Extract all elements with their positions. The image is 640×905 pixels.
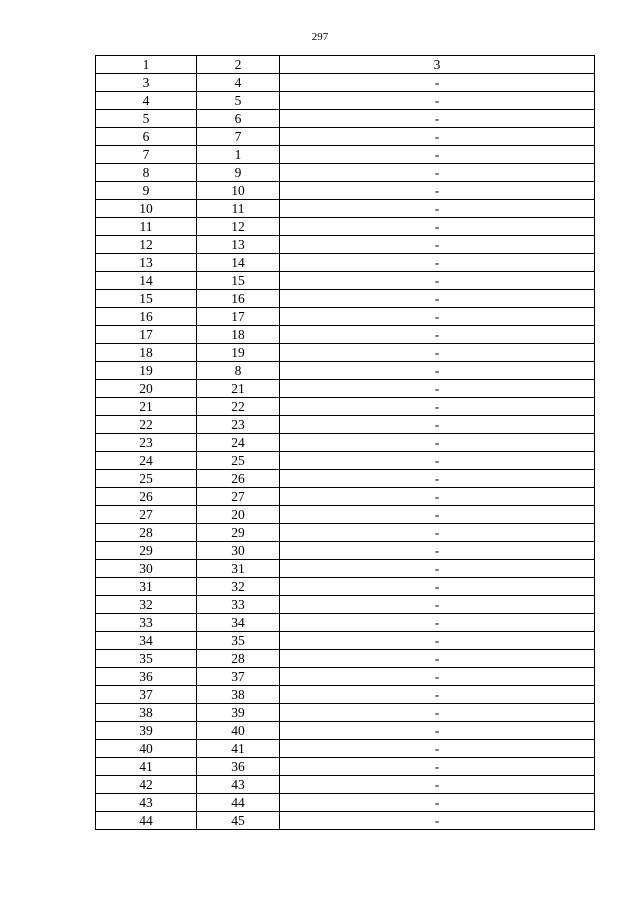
table-row <box>96 218 595 236</box>
table-row <box>96 236 595 254</box>
table-row <box>96 722 595 740</box>
table-row <box>96 794 595 812</box>
table-row <box>96 344 595 362</box>
table-cell-col-3: - <box>280 596 595 614</box>
table-cell-col-1: 12 <box>96 236 197 254</box>
table-cell-col-1: 25 <box>96 470 197 488</box>
table-cell-col-2: 10 <box>197 182 280 200</box>
table-row <box>96 272 595 290</box>
table-row <box>96 506 595 524</box>
table-cell-col-3: - <box>280 704 595 722</box>
table-cell-col-3: - <box>280 74 595 92</box>
table-cell-col-3: - <box>280 794 595 812</box>
table-cell-col-3: - <box>280 632 595 650</box>
table-cell-col-2: 31 <box>197 560 280 578</box>
table-cell-col-1: 4 <box>96 92 197 110</box>
table-row <box>96 290 595 308</box>
table-cell-col-2: 23 <box>197 416 280 434</box>
table-cell-col-2: 40 <box>197 722 280 740</box>
table-cell-col-3: - <box>280 344 595 362</box>
table-row <box>96 470 595 488</box>
table-row <box>96 488 595 506</box>
table-cell-col-2: 16 <box>197 290 280 308</box>
table-cell-col-2: 13 <box>197 236 280 254</box>
table-cell-col-2: 32 <box>197 578 280 596</box>
column-header-1: 1 <box>96 56 197 74</box>
table-cell-col-1: 20 <box>96 380 197 398</box>
table-cell-col-3: - <box>280 722 595 740</box>
table-cell-col-2: 1 <box>197 146 280 164</box>
table-cell-col-1: 33 <box>96 614 197 632</box>
table-cell-col-1: 39 <box>96 722 197 740</box>
table-cell-col-2: 19 <box>197 344 280 362</box>
column-header-2: 2 <box>197 56 280 74</box>
table-row <box>96 326 595 344</box>
table-cell-col-1: 7 <box>96 146 197 164</box>
table-cell-col-1: 29 <box>96 542 197 560</box>
table-cell-col-2: 21 <box>197 380 280 398</box>
table-cell-col-3: - <box>280 218 595 236</box>
table-cell-col-1: 21 <box>96 398 197 416</box>
table-cell-col-1: 26 <box>96 488 197 506</box>
table-cell-col-2: 18 <box>197 326 280 344</box>
table-cell-col-1: 22 <box>96 416 197 434</box>
table-cell-col-1: 35 <box>96 650 197 668</box>
table-cell-col-3: - <box>280 380 595 398</box>
table-cell-col-2: 36 <box>197 758 280 776</box>
table-cell-col-1: 15 <box>96 290 197 308</box>
table-cell-col-1: 41 <box>96 758 197 776</box>
table-row <box>96 308 595 326</box>
table-cell-col-2: 25 <box>197 452 280 470</box>
table-row <box>96 434 595 452</box>
table-cell-col-1: 18 <box>96 344 197 362</box>
table-cell-col-1: 36 <box>96 668 197 686</box>
table-cell-col-3: - <box>280 740 595 758</box>
table-row <box>96 632 595 650</box>
table-cell-col-3: - <box>280 326 595 344</box>
table-cell-col-3: - <box>280 128 595 146</box>
table-row <box>96 74 595 92</box>
table-cell-col-1: 40 <box>96 740 197 758</box>
table-cell-col-1: 34 <box>96 632 197 650</box>
table-row <box>96 542 595 560</box>
table-cell-col-2: 9 <box>197 164 280 182</box>
table-row <box>96 200 595 218</box>
table-cell-col-1: 14 <box>96 272 197 290</box>
table-cell-col-3: - <box>280 560 595 578</box>
table-cell-col-2: 20 <box>197 506 280 524</box>
table-cell-col-1: 3 <box>96 74 197 92</box>
table-row <box>96 704 595 722</box>
table-cell-col-2: 12 <box>197 218 280 236</box>
table-cell-col-3: - <box>280 92 595 110</box>
table-cell-col-2: 4 <box>197 74 280 92</box>
table-row <box>96 380 595 398</box>
table-cell-col-2: 35 <box>197 632 280 650</box>
table-row <box>96 614 595 632</box>
table-cell-col-1: 31 <box>96 578 197 596</box>
table-row <box>96 362 595 380</box>
table-cell-col-1: 11 <box>96 218 197 236</box>
table-cell-col-1: 24 <box>96 452 197 470</box>
table-cell-col-2: 38 <box>197 686 280 704</box>
table-cell-col-3: - <box>280 578 595 596</box>
table-cell-col-1: 19 <box>96 362 197 380</box>
table-cell-col-1: 42 <box>96 776 197 794</box>
table-cell-col-3: - <box>280 488 595 506</box>
table-cell-col-2: 27 <box>197 488 280 506</box>
table-cell-col-3: - <box>280 434 595 452</box>
table-cell-col-2: 14 <box>197 254 280 272</box>
table-cell-col-2: 30 <box>197 542 280 560</box>
table-cell-col-2: 45 <box>197 812 280 830</box>
table-cell-col-1: 5 <box>96 110 197 128</box>
table-cell-col-1: 10 <box>96 200 197 218</box>
table-cell-col-2: 37 <box>197 668 280 686</box>
table-row <box>96 452 595 470</box>
table-cell-col-1: 43 <box>96 794 197 812</box>
table-cell-col-2: 11 <box>197 200 280 218</box>
table-cell-col-3: - <box>280 110 595 128</box>
table-cell-col-2: 43 <box>197 776 280 794</box>
table-row <box>96 668 595 686</box>
data-table <box>95 55 595 830</box>
table-cell-col-1: 23 <box>96 434 197 452</box>
table-cell-col-1: 38 <box>96 704 197 722</box>
table-cell-col-1: 30 <box>96 560 197 578</box>
table-cell-col-3: - <box>280 542 595 560</box>
table-cell-col-3: - <box>280 686 595 704</box>
table-cell-col-2: 15 <box>197 272 280 290</box>
table-cell-col-3: - <box>280 290 595 308</box>
table-cell-col-3: - <box>280 362 595 380</box>
table-cell-col-2: 39 <box>197 704 280 722</box>
table-cell-col-1: 32 <box>96 596 197 614</box>
table-cell-col-3: - <box>280 164 595 182</box>
table-cell-col-3: - <box>280 812 595 830</box>
table-cell-col-2: 26 <box>197 470 280 488</box>
table-row <box>96 416 595 434</box>
table-cell-col-3: - <box>280 416 595 434</box>
table-row <box>96 110 595 128</box>
table-row <box>96 254 595 272</box>
table-cell-col-1: 9 <box>96 182 197 200</box>
table-cell-col-2: 29 <box>197 524 280 542</box>
table-cell-col-3: - <box>280 308 595 326</box>
table-cell-col-1: 27 <box>96 506 197 524</box>
table-cell-col-1: 13 <box>96 254 197 272</box>
table-cell-col-3: - <box>280 776 595 794</box>
table-cell-col-2: 41 <box>197 740 280 758</box>
table-cell-col-2: 7 <box>197 128 280 146</box>
table-cell-col-1: 17 <box>96 326 197 344</box>
table-row <box>96 146 595 164</box>
table-cell-col-2: 33 <box>197 596 280 614</box>
table-row <box>96 398 595 416</box>
table-cell-col-1: 6 <box>96 128 197 146</box>
table-cell-col-2: 8 <box>197 362 280 380</box>
table-row <box>96 686 595 704</box>
table-cell-col-1: 8 <box>96 164 197 182</box>
table-row <box>96 182 595 200</box>
table-cell-col-3: - <box>280 398 595 416</box>
table-cell-col-2: 24 <box>197 434 280 452</box>
table-cell-col-3: - <box>280 668 595 686</box>
table-cell-col-3: - <box>280 272 595 290</box>
table-row <box>96 578 595 596</box>
table-cell-col-3: - <box>280 614 595 632</box>
table-row <box>96 596 595 614</box>
table-cell-col-2: 28 <box>197 650 280 668</box>
table-cell-col-2: 5 <box>197 92 280 110</box>
table-cell-col-3: - <box>280 452 595 470</box>
table-row <box>96 812 595 830</box>
table-cell-col-3: - <box>280 182 595 200</box>
table-row <box>96 650 595 668</box>
table-header-row <box>96 56 595 74</box>
table-cell-col-2: 6 <box>197 110 280 128</box>
table-cell-col-2: 17 <box>197 308 280 326</box>
table-row <box>96 560 595 578</box>
table-cell-col-3: - <box>280 470 595 488</box>
table-row <box>96 92 595 110</box>
table-cell-col-2: 44 <box>197 794 280 812</box>
table-cell-col-3: - <box>280 524 595 542</box>
table-row <box>96 128 595 146</box>
table-cell-col-2: 22 <box>197 398 280 416</box>
table-cell-col-1: 28 <box>96 524 197 542</box>
table-cell-col-1: 44 <box>96 812 197 830</box>
table-cell-col-3: - <box>280 506 595 524</box>
table-cell-col-2: 34 <box>197 614 280 632</box>
table-cell-col-3: - <box>280 254 595 272</box>
table-cell-col-3: - <box>280 758 595 776</box>
table-cell-col-3: - <box>280 650 595 668</box>
table-cell-col-3: - <box>280 200 595 218</box>
table-row <box>96 164 595 182</box>
table-row <box>96 524 595 542</box>
table-body <box>96 74 595 830</box>
table-cell-col-1: 37 <box>96 686 197 704</box>
table-row <box>96 758 595 776</box>
table-cell-col-3: - <box>280 236 595 254</box>
table-row <box>96 776 595 794</box>
table-row <box>96 740 595 758</box>
column-header-3: 3 <box>280 56 595 74</box>
page-number: 297 <box>311 31 329 43</box>
table-cell-col-3: - <box>280 146 595 164</box>
table-cell-col-1: 16 <box>96 308 197 326</box>
